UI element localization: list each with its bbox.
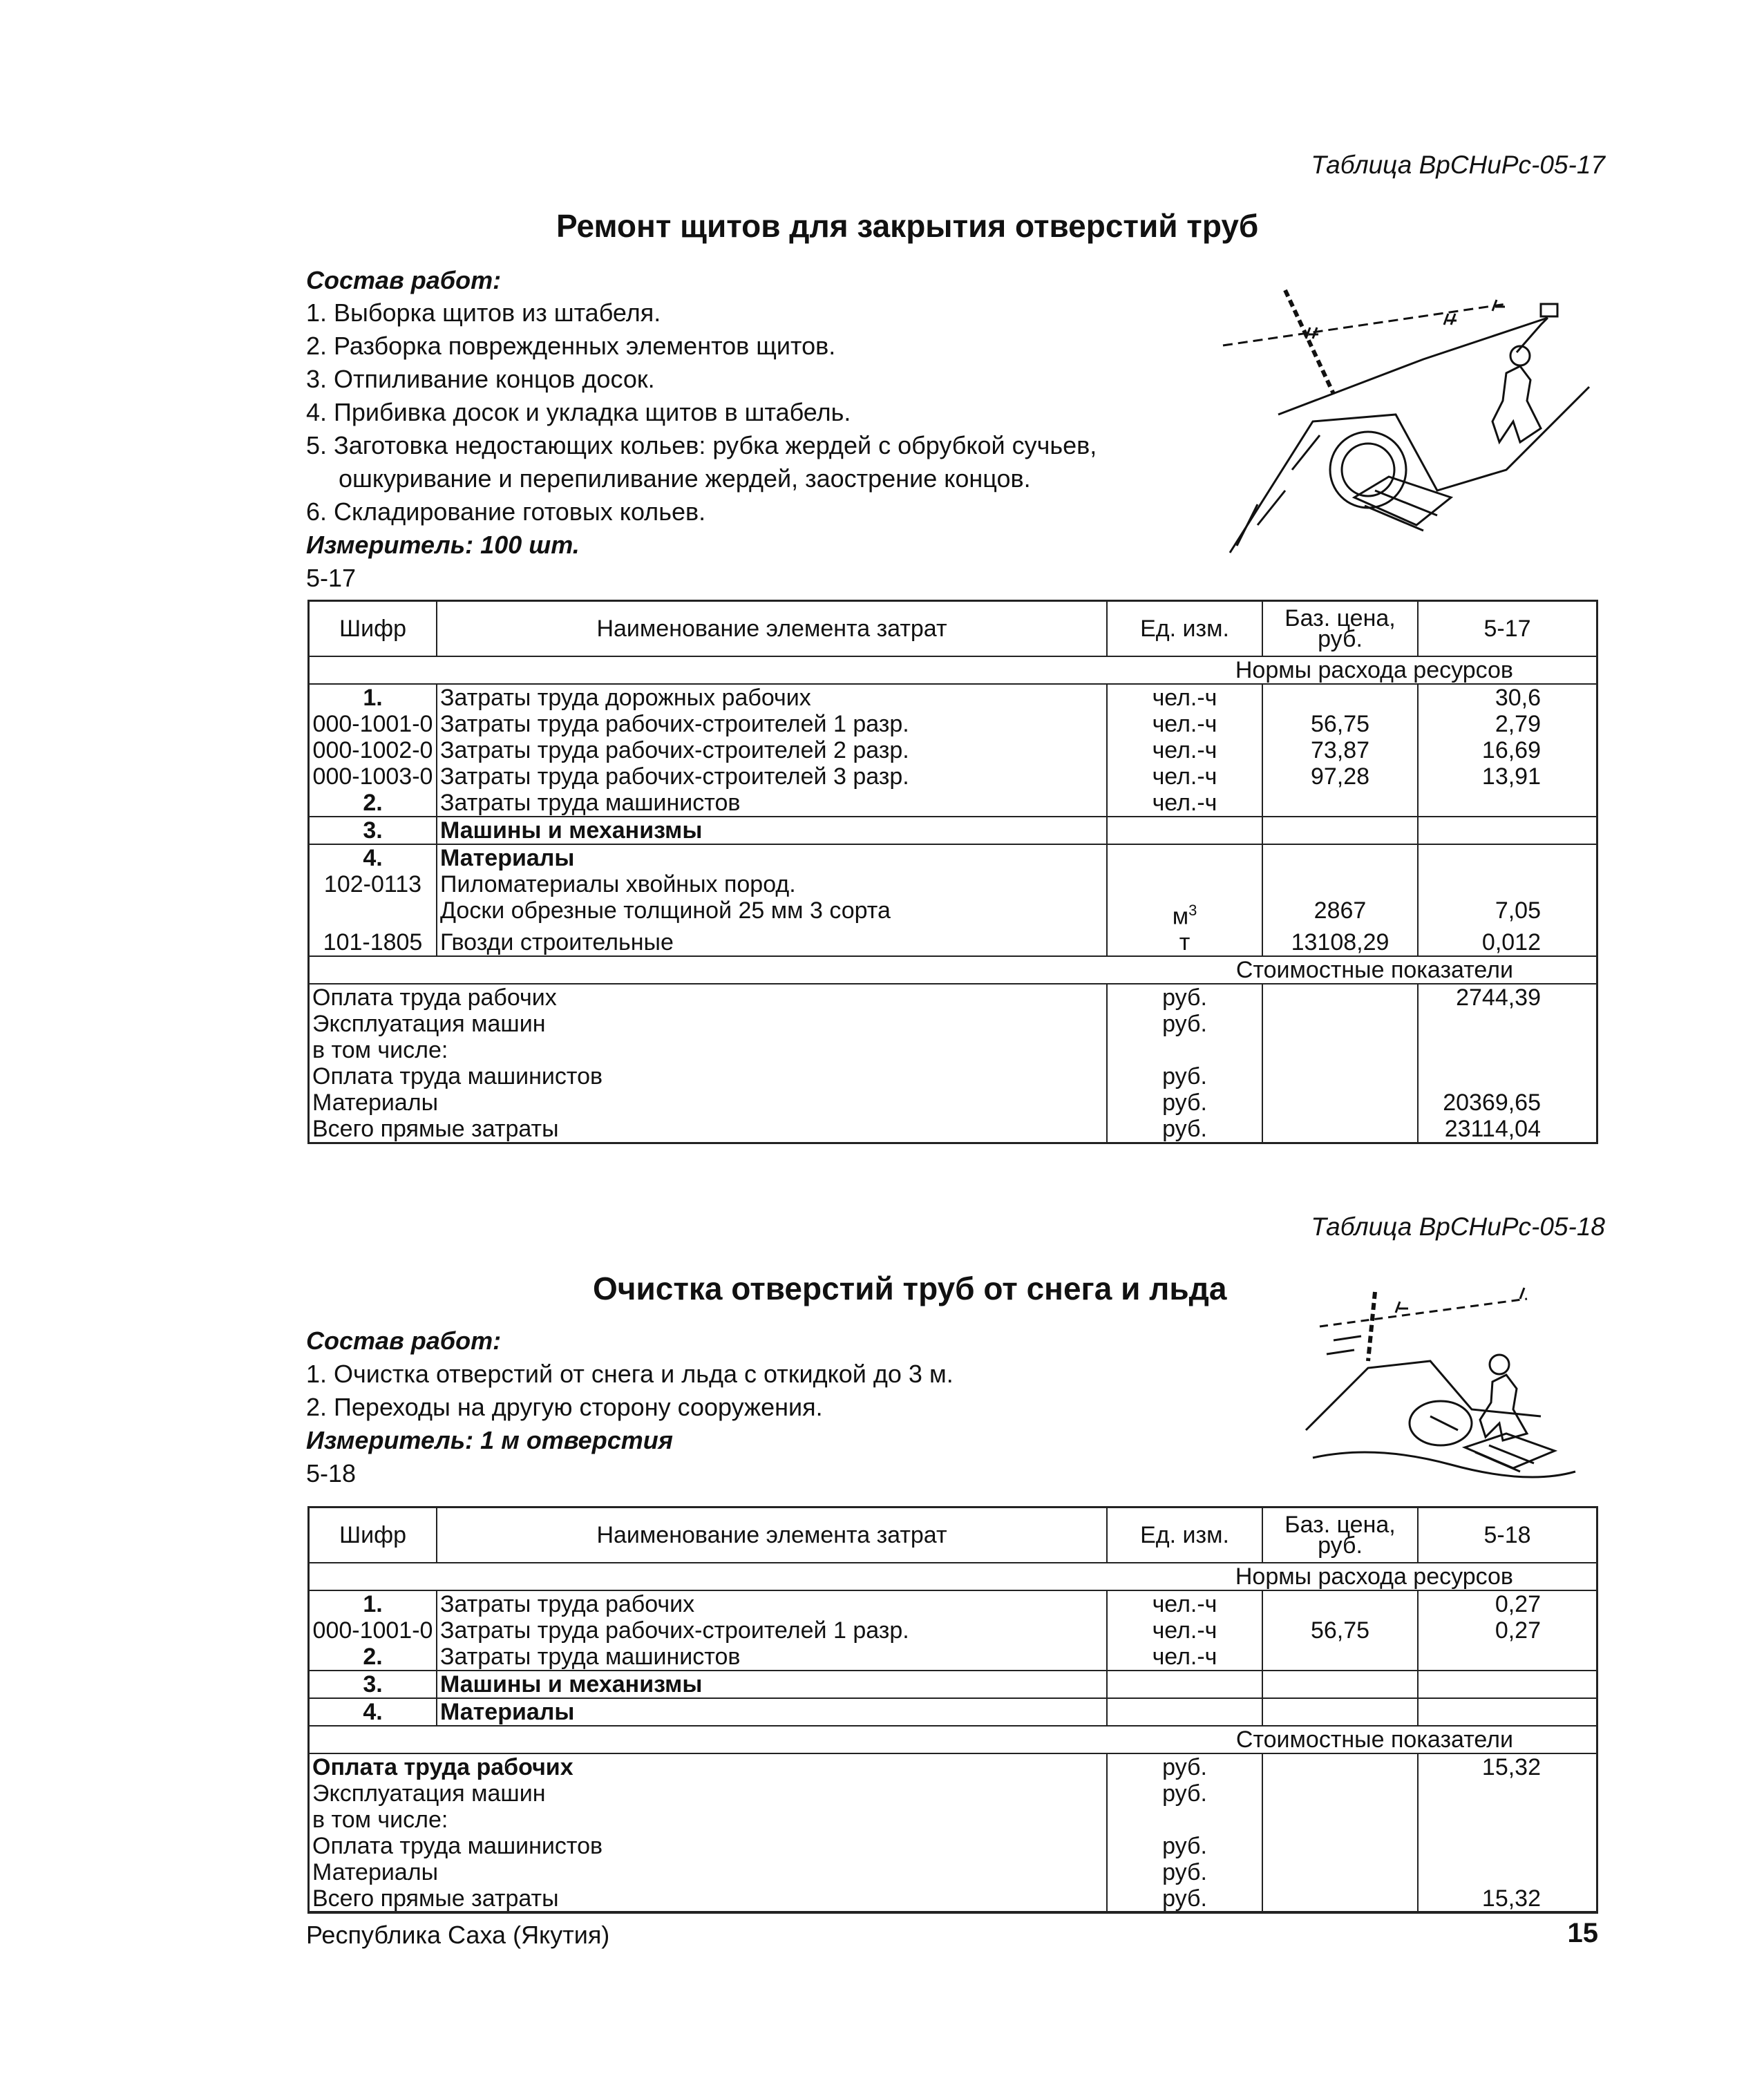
snow-clearing-illustration bbox=[1292, 1285, 1582, 1492]
table-label-1: Таблица ВрСНиРс-05-17 bbox=[1311, 151, 1605, 179]
cost-row: в том числе: bbox=[309, 1807, 1597, 1833]
measure-1: Измеритель: 100 шт. bbox=[306, 531, 580, 559]
table-row: 101-1805 Гвозди строительные т 13108,29 0,012 bbox=[309, 929, 1597, 956]
col-header-unit: Ед. изм. bbox=[1107, 601, 1262, 657]
work-item: 1. Очистка отверстий от снега и льда с откидкой до 3 м. bbox=[306, 1360, 954, 1388]
table-row: 1. Затраты труда дорожных рабочих чел.-ч 30,6 bbox=[309, 684, 1597, 711]
table-header-row bbox=[309, 1507, 1597, 1563]
work-item: 2. Разборка поврежденных элементов щитов. bbox=[306, 332, 836, 360]
cost-row: Эксплуатация машин руб. bbox=[309, 1780, 1597, 1807]
cost-row: Эксплуатация машин руб. bbox=[309, 1011, 1597, 1037]
col-header-name: Наименование элемента затрат bbox=[437, 1507, 1107, 1563]
band-row: Стоимостные показатели bbox=[309, 1726, 1597, 1753]
col-header-price: Баз. цена, руб. bbox=[1262, 601, 1418, 657]
pipe-repair-illustration bbox=[1216, 263, 1603, 580]
code-2: 5-18 bbox=[306, 1459, 357, 1487]
col-header-name: Наименование элемента затрат bbox=[437, 601, 1107, 657]
page-number: 15 bbox=[1567, 1918, 1598, 1948]
table-row: 000-1002-0 Затраты труда рабочих-строителей 2 разр. чел.-ч 73,87 16,69 bbox=[309, 737, 1597, 763]
band-row: Нормы расхода ресурсов bbox=[309, 656, 1597, 684]
table-row: 000-1001-0 Затраты труда рабочих-строителей 1 разр. чел.-ч 56,75 2,79 bbox=[309, 711, 1597, 737]
works-heading-2: Состав работ: bbox=[306, 1326, 502, 1355]
col-header-code: Шифр bbox=[309, 1507, 437, 1563]
section-row-materials: 4. Материалы bbox=[309, 1698, 1597, 1726]
cost-row: Оплата труда машинистов руб. bbox=[309, 1833, 1597, 1859]
band-row: Стоимостные показатели bbox=[309, 956, 1597, 984]
cost-row: Всего прямые затраты руб. 15,32 bbox=[309, 1885, 1597, 1913]
col-header-norm: 5-18 bbox=[1418, 1507, 1597, 1563]
table-row: 2. Затраты труда машинистов чел.-ч bbox=[309, 790, 1597, 817]
work-item: 5. Заготовка недостающих кольев: рубка жердей с обрубкой сучьев, bbox=[306, 431, 1097, 459]
table-row: 102-0113 Пиломатериалы хвойных пород. bbox=[309, 871, 1597, 897]
section-row-materials: 4. Материалы bbox=[309, 844, 1597, 871]
table-row: Доски обрезные толщиной 25 мм 3 сорта $м^3$ 2867 7,05 bbox=[309, 897, 1597, 929]
work-item: 1. Выборка щитов из штабеля. bbox=[306, 298, 661, 327]
band-row: Нормы расхода ресурсов bbox=[309, 1563, 1597, 1590]
col-header-norm: 5-17 bbox=[1418, 601, 1597, 657]
table-row: 000-1001-0 Затраты труда рабочих-строителей 1 разр. чел.-ч 56,75 0,27 bbox=[309, 1617, 1597, 1644]
work-item: 3. Отпиливание концов досок. bbox=[306, 365, 655, 393]
cost-row: Оплата труда рабочих руб. 15,32 bbox=[309, 1753, 1597, 1780]
cost-row: Оплата труда рабочих руб. 2744,39 bbox=[309, 984, 1597, 1011]
work-item: 6. Складирование готовых кольев. bbox=[306, 497, 706, 526]
table-header-row bbox=[309, 601, 1597, 657]
work-item: ошкуривание и перепиливание жердей, заострение концов. bbox=[339, 464, 1031, 493]
footer-region: Республика Саха (Якутия) bbox=[306, 1921, 610, 1949]
work-item: 2. Переходы на другую сторону сооружения. bbox=[306, 1393, 823, 1421]
col-header-code: Шифр bbox=[309, 601, 437, 657]
cost-row: Материалы руб. 20369,65 bbox=[309, 1090, 1597, 1116]
measure-2: Измеритель: 1 м отверстия bbox=[306, 1426, 673, 1454]
table-row: 2. Затраты труда машинистов чел.-ч bbox=[309, 1644, 1597, 1671]
cost-row: Материалы руб. bbox=[309, 1859, 1597, 1885]
footer-divider bbox=[307, 1911, 1598, 1913]
cost-norms-table-2 bbox=[307, 1506, 1598, 1914]
section-title-2: Очистка отверстий труб от снега и льда bbox=[593, 1271, 1227, 1306]
table-row: 1. Затраты труда рабочих чел.-ч 0,27 bbox=[309, 1590, 1597, 1617]
table-label-2: Таблица ВрСНиРс-05-18 bbox=[1311, 1212, 1605, 1241]
section-title-1: Ремонт щитов для закрытия отверстий труб bbox=[556, 208, 1259, 244]
section-row-machines: 3. Машины и механизмы bbox=[309, 1671, 1597, 1698]
code-1: 5-17 bbox=[306, 564, 357, 592]
cost-norms-table-1 bbox=[307, 600, 1598, 1144]
cost-row: Всего прямые затраты руб. 23114,04 bbox=[309, 1116, 1597, 1143]
cost-row: Оплата труда машинистов руб. bbox=[309, 1063, 1597, 1090]
section-row-machines: 3. Машины и механизмы bbox=[309, 817, 1597, 844]
table-row: 000-1003-0 Затраты труда рабочих-строителей 3 разр. чел.-ч 97,28 13,91 bbox=[309, 763, 1597, 790]
col-header-unit: Ед. изм. bbox=[1107, 1507, 1262, 1563]
cost-row: в том числе: bbox=[309, 1037, 1597, 1063]
work-item: 4. Прибивка досок и укладка щитов в штабель. bbox=[306, 398, 851, 426]
works-heading-1: Состав работ: bbox=[306, 266, 502, 294]
col-header-price: Баз. цена, руб. bbox=[1262, 1507, 1418, 1563]
